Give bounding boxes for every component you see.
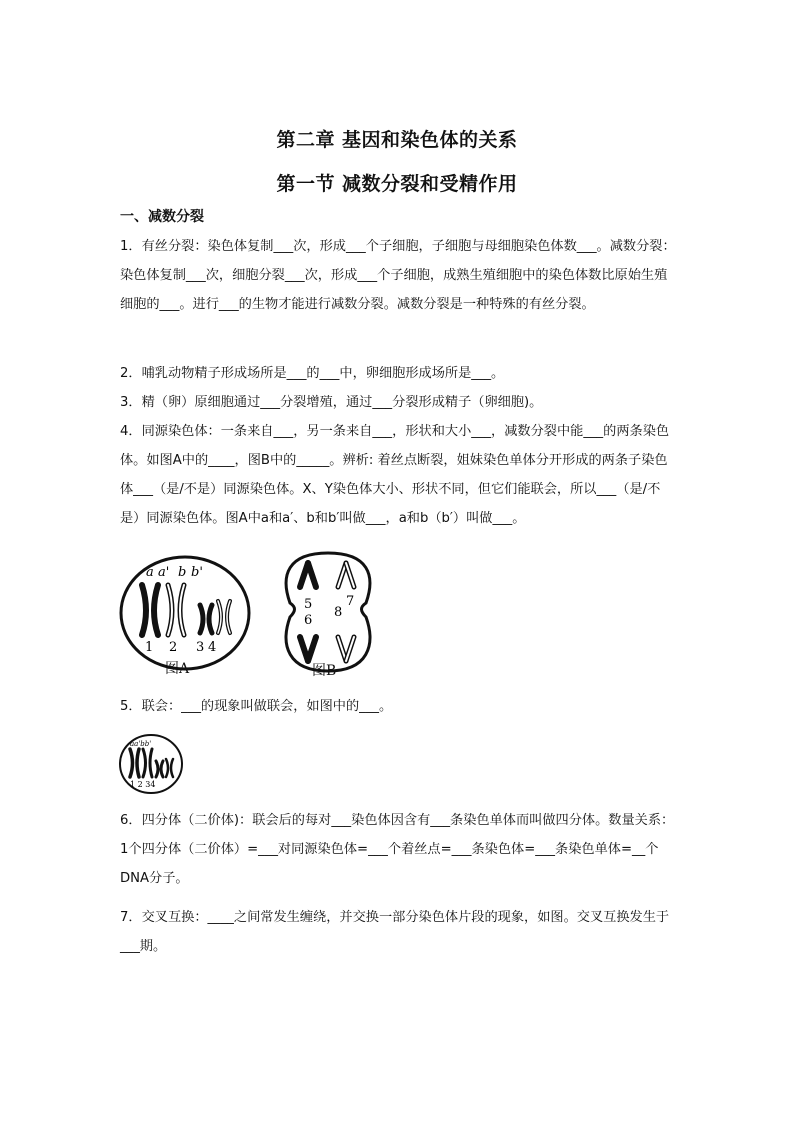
figure-a-caption: 图A: [165, 661, 190, 677]
chromosome-5: [300, 563, 316, 587]
figure-b-caption: 图B: [312, 663, 337, 679]
paragraph-7: 7．交叉互换：____之间常发生缠绕，并交换一部分染色体片段的现象，如图。交叉互换发生于___期。: [120, 910, 670, 954]
chromosome-3: [200, 605, 212, 633]
section-heading: 一、减数分裂: [120, 209, 204, 225]
chromosome-4: [218, 601, 230, 633]
paragraph-6: 6．四分体（二价体)：联会后的每对___染色体因含有___条染色单体而叫做四分体。数量关系：1个四分体（二价体）=___对同源染色体=___个着丝点=___条染色体=___条染色单体=__个DNA分子。: [120, 813, 675, 886]
figure-c-labels: aa'bb': [130, 740, 152, 748]
paragraph-2: 2．哺乳动物精子形成场所是___的___中，卵细胞形成场所是___。: [120, 366, 505, 381]
chromosome-8: [338, 637, 354, 661]
section-title: 第一节 减数分裂和受精作用: [276, 173, 518, 195]
number-5: 5: [304, 597, 313, 612]
chromosome-2: [168, 585, 184, 635]
chromosome-6: [300, 637, 316, 661]
number-4: 4: [208, 640, 217, 655]
figure-c-numbers: 1 2 34: [130, 780, 156, 789]
chapter-title: 第二章 基因和染色体的关系: [276, 129, 518, 151]
figure-synapsis-diagram: [118, 733, 184, 795]
paragraph-5: 5．联会：___的现象叫做联会，如图中的___。: [120, 699, 393, 714]
number-7: 7: [346, 594, 355, 609]
label-a: a: [146, 565, 154, 580]
label-b: b: [178, 565, 187, 580]
chromosome-1: [142, 585, 158, 635]
number-3: 3: [196, 640, 205, 655]
number-1: 1: [145, 640, 154, 655]
number-2: 2: [169, 640, 178, 655]
number-6: 6: [304, 613, 313, 628]
chromosome-7: [338, 563, 354, 587]
label-a-prime: a': [158, 565, 170, 580]
paragraph-4: 4．同源染色体：一条来自___，另一条来自___，形状和大小___，减数分裂中能___的两条染色体。如图A中的____，图B中的_____。辨析: 着丝点断裂，姐妹染色单体分开形成的两条子染色体___（是/不是）同源染色体。X、Y染色体大小、形状不同，但它们能联会，所以___（是/不是）同源染色体。图A中a和a′、b和b′叫做___，a和b（b′）叫做___。: [120, 424, 670, 526]
label-b-prime: b': [191, 565, 203, 580]
paragraph-1: 1．有丝分裂：染色体复制___次，形成___个子细胞，子细胞与母细胞染色体数___。减数分裂：染色体复制___次，细胞分裂___次，形成___个子细胞，成熟生殖细胞中的染色体数比原始生殖细胞的___。进行___的生物才能进行减数分裂。减数分裂是一种特殊的有丝分裂。: [120, 239, 676, 312]
paragraph-3: 3．精（卵）原细胞通过___分裂增殖，通过___分裂形成精子（卵细胞)。: [120, 395, 543, 410]
number-8: 8: [334, 605, 343, 620]
